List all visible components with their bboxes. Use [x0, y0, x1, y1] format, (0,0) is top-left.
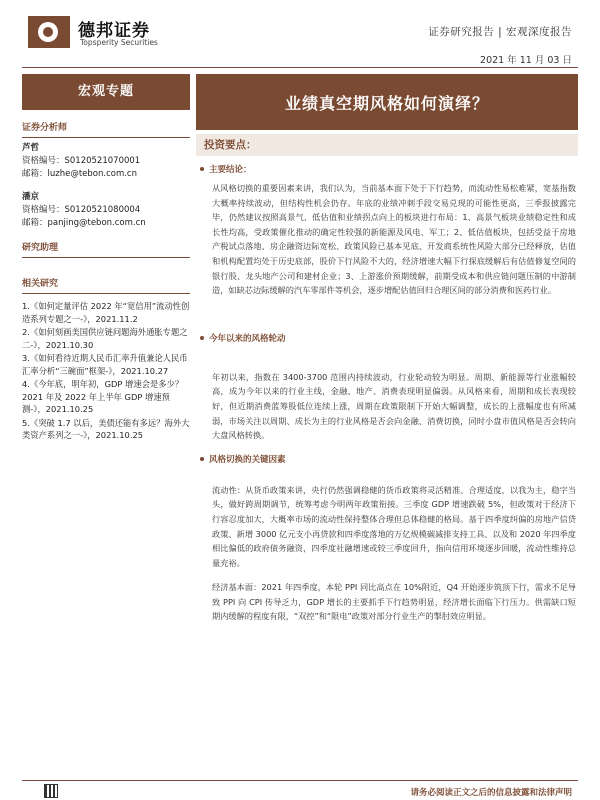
footer-disclaimer: 请务必阅读正文之后的信息披露和法律声明 — [410, 788, 572, 798]
related-item[interactable]: 5.《突破 1.7 以后，美债还能有多远？海外大类资产系列之一-》，2021.10.25 — [22, 417, 190, 440]
key-points-label: 投资要点： — [196, 134, 578, 156]
report-title: 业绩真空期风格如何演绎？ — [196, 74, 578, 130]
analyst-entry — [22, 181, 190, 230]
bullet-icon — [200, 457, 204, 461]
analyst-name: 潘京 — [22, 192, 40, 202]
report-date: 2021 年 11 月 03 日 — [480, 55, 572, 66]
analyst-email[interactable]: 邮箱：luzhe@tebon.com.cn — [22, 169, 137, 179]
section-heading: 主要结论： — [200, 163, 576, 175]
analyst-name: 芦哲 — [22, 143, 40, 153]
analysts-heading: 证券分析师 — [22, 116, 190, 138]
bullet-icon — [200, 336, 204, 340]
bullet-icon — [200, 167, 204, 171]
analyst-cert: 资格编号：S0120521080004 — [22, 205, 141, 215]
brand-name: 德邦证券 — [78, 21, 150, 41]
related-item[interactable]: 4.《今年底，明年初，GDP 增速会是多少？2021 年及 2022 年上半年 GDP 增速预测-》，2021.10.25 — [22, 379, 184, 414]
related-research-list — [22, 294, 190, 442]
main-content — [200, 163, 576, 634]
qr-code-icon — [44, 784, 58, 798]
related-item[interactable]: 3.《如何看待近期人民币汇率升值兼论人民币汇率分析“三碗面”框架-》，2021.10.27 — [22, 353, 188, 376]
section-paragraph: 经济基本面：2021 年四季度，本轮 PPI 同比高点在 10%附近，Q4 开始逐步筑顶下行，需求不足导致 PPI 向 CPI 传导乏力，GDP 增长的主要抓手下行趋势明显，经济增长面临下行压力。供需缺口短期内缓解的程度有限，“双控”和“限电”政策对部分行业生产的掣肘效应明显。 — [212, 582, 576, 622]
footer-divider — [22, 780, 578, 781]
analyst-entry — [22, 138, 190, 181]
section-heading: 风格切换的关键因素 — [200, 453, 576, 465]
header-divider — [22, 67, 578, 68]
page-header — [0, 0, 600, 70]
section-tag: 宏观专题 — [22, 74, 190, 110]
brand-name-en: Topsperity Securities — [80, 38, 158, 47]
related-item[interactable]: 2.《如何刻画美国供应链问题海外通胀专题之二-》，2021.10.30 — [22, 327, 188, 350]
section-heading: 今年以来的风格轮动 — [200, 332, 576, 344]
report-type: 证券研究报告 | 宏观深度报告 — [428, 26, 572, 38]
related-heading: 相关研究 — [22, 272, 190, 294]
section-paragraph: 流动性：从货币政策来讲，央行仍然强调稳健的货币政策将灵活精准、合理适度，以我为主，稳字当头，做好跨周期调节，统筹考虑今明两年政策衔接。三季度 GDP 增速跌破 5%，但政策对于经济下行容忍度加大，大概率市场的流动性保持整体合理但总体稳健的格局。基于四季度纠偏的房地产信贷政策、新增 3000 亿元支小再贷款和四季度落地的万亿规模碳减排支持工具、以及和 2020 年四季度相比偏低的政府债务融资，四季度社融增速或较三季度回升，指向信用环境逐步回暖，流动性维持总量充裕。 — [212, 484, 576, 568]
section-paragraph: 年初以来，指数在 3400-3700 范围内持续波动，行业轮动较为明显。周期、新能源等行业涨幅较高，成为今年以来的行业主线，金融、地产、消费表现明显偏弱。从风格来看，周期和成长表现较好，但近期消费蓝筹股低位连续上涨，周期在政策限制下开始大幅调整，成长的上涨幅度也有所减弱，市场关注以周期、成长为主的行业风格是否会向金融、消费切换，同时小盘市值风格是否会转向大盘风格转换。 — [212, 371, 576, 441]
left-sidebar — [22, 74, 190, 443]
brand-logo — [28, 16, 70, 48]
assistant-heading: 研究助理 — [22, 236, 190, 258]
analyst-email[interactable]: 邮箱：panjing@tebon.com.cn — [22, 218, 146, 228]
related-item[interactable]: 1.《如何定量评估 2022 年“宽信用”流动性创造系列专题之一-》，2021.11.2 — [22, 301, 190, 324]
analyst-cert: 资格编号：S0120521070001 — [22, 156, 141, 166]
section-paragraph: 从风格切换的重要因素来讲，我们认为，当前基本面下处于下行趋势，而流动性易松难紧，宽基指数大概率持续波动，但结构性机会仍存。年底的业绩冲刺手段交易兑现的可能性更高，三季报披露完毕，仍然建议按照高景气、低估值和业绩拐点向上的板块进行布局：1、高景气板块业绩稳定性和成长性均高，受政策催化推动的确定性较强的新能源及风电、军工；2、低估值板块，包括受益于房地产税试点落地、房企融资边际宽松、政策风险已基本见底、开发商系统性风险大部分已经释放，估值和机构配置均处于历史底部，股价下行风险不大的，经济增速大幅下行探底缓解后有估值修复空间的银行股、龙头地产公司和建材企业；3、上游涨价预期缓解，前期受成本和供应链问题压制的中游制造，如缺芯边际缓解的汽车零部件等机会，逐步增配估值回归合理区间的部分消费和医药行业。 — [212, 183, 576, 296]
